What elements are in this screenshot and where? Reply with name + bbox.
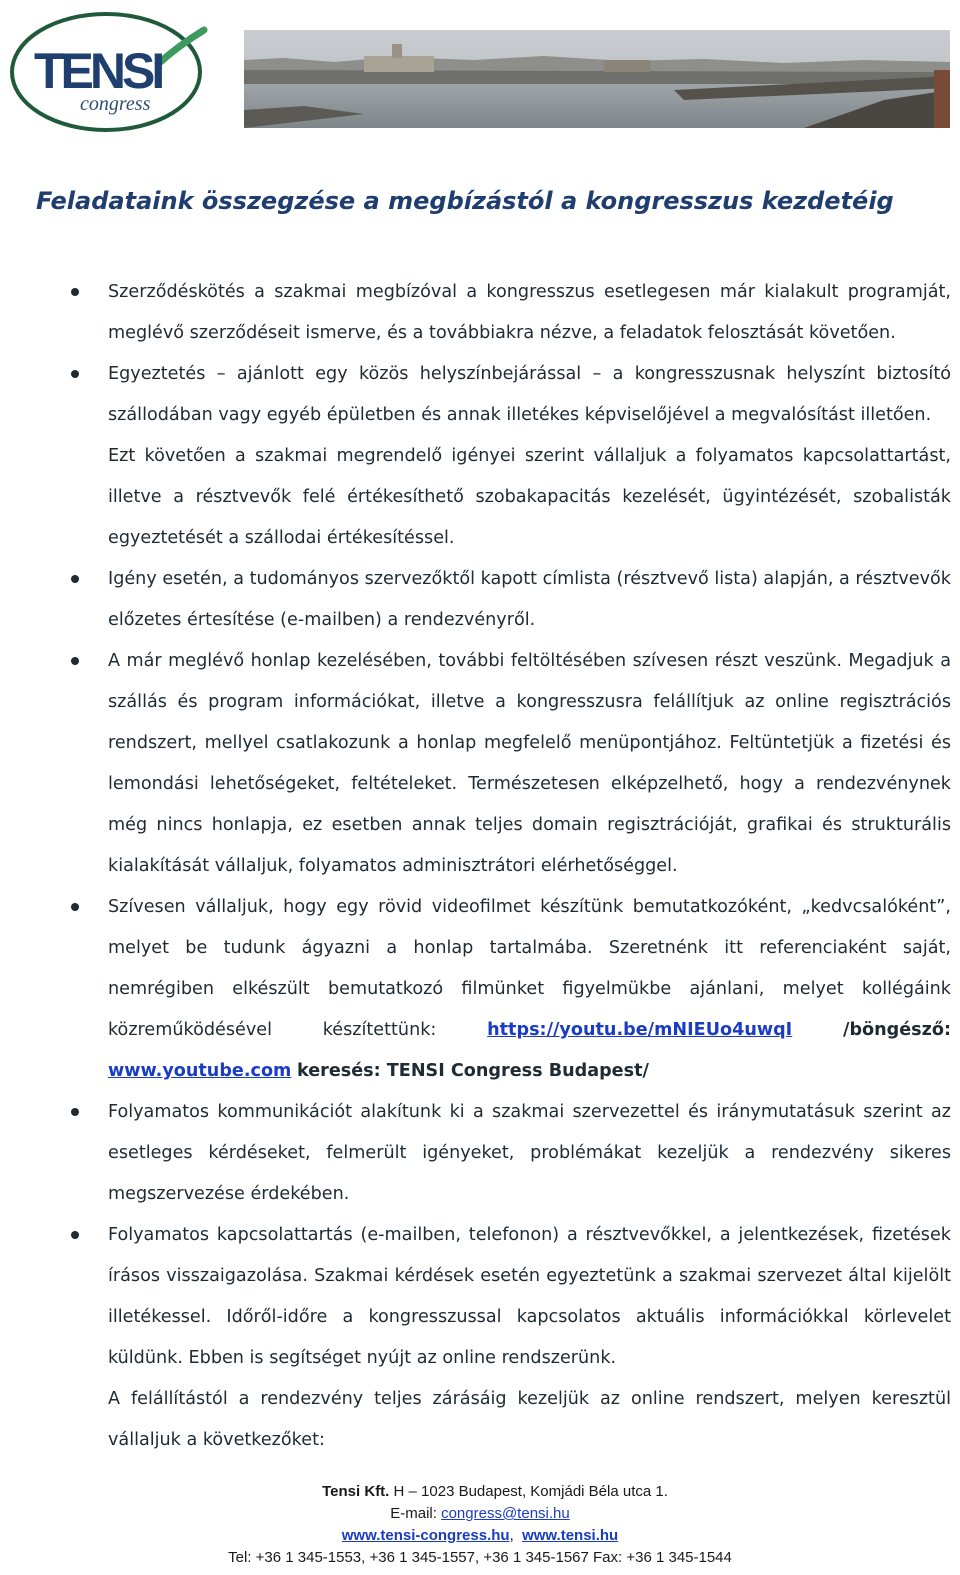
email-label: E-mail:	[390, 1505, 437, 1522]
browser-label: /böngésző:	[843, 1020, 952, 1040]
footer-websites-line	[0, 1525, 960, 1547]
list-item: Igény esetén, a tudományos szervezőktől kapott címlista (résztvevő lista) alapján, a résztvevők előzetes értesítése (e-mailben) a rendezvényről.	[108, 559, 951, 641]
search-hint: keresés: TENSI Congress Budapest/	[297, 1061, 649, 1081]
email-link[interactable]: congress@tensi.hu	[441, 1505, 570, 1522]
video-link[interactable]: https://youtu.be/mNIEUo4uwqI	[487, 1020, 793, 1040]
list-item: A már meglévő honlap kezelésében, további feltöltésében szívesen részt veszünk. Megadjuk a szállás és program információkat, illetve a kongresszusra felállítjuk az online regisztrációs rendszert, mellyel csatlakozunk a honlap megfelelő menüpontjához. Feltüntetjük a fizetési és lemondási lehetőségeket, feltételeket. Természetesen elképzelhető, hogy a rendezvénynek még nincs honlapja, ez esetben annak teljes domain regisztrációját, grafikai és strukturális kialakítását vállaljuk, folyamatos adminisztrátori elérhetőséggel.	[108, 641, 951, 887]
footer-phone-line: Tel: +36 1 345-1553, +36 1 345-1557, +36 1 345-1567 Fax: +36 1 345-1544	[228, 1549, 732, 1566]
budapest-panorama-image	[244, 30, 950, 128]
logo-wordmark: TENSI	[34, 43, 162, 99]
company-name: Tensi Kft.	[322, 1483, 390, 1500]
list-item: Folyamatos kommunikációt alakítunk ki a szakmai szervezettel és iránymutatásuk szerint az esetleges kérdéseket, felmerült igényeket, problémákat kezeljük a rendezvény sikeres megszervezése érdekében.	[108, 1092, 951, 1215]
task-list	[108, 272, 951, 1461]
footer-address-line	[0, 1481, 960, 1503]
logo-subtitle: congress	[80, 93, 151, 115]
list-item: Folyamatos kapcsolattartás (e-mailben, telefonon) a résztvevőkkel, a jelentkezések, fizetések írásos visszaigazolása. Szakmai kérdések esetén egyeztetünk a szakmai szervezet által kijelölt illetékessel. Időről-időre a kongresszussal kapcsolatos aktuális információkkal körlevelet küldünk. Ebben is segítséget nyújt az online rendszerünk.	[108, 1215, 951, 1379]
list-item: Egyeztetés – ajánlott egy közös helyszínbejárással – a kongresszusnak helyszínt biztosító szállodában vagy egyéb épületben és annak illetékes képviselőjével a megvalósítást illetően.	[108, 354, 951, 436]
website-link-congress[interactable]: www.tensi-congress.hu	[341, 1527, 510, 1544]
list-item: Szerződéskötés a szakmai megbízóval a kongresszus esetlegesen már kialakult programját, meglévő szerződéseit ismerve, és a továbbiakra nézve, a feladatok felosztását követően.	[108, 272, 951, 354]
list-item-continuation: Ezt követően a szakmai megrendelő igényei szerint vállaljuk a folyamatos kapcsolattartást, illetve a résztvevők felé értékesíthető szobakapacitás kezelését, ügyintézését, szobalisták egyeztetését a szállodai értékesítéssel.	[108, 446, 951, 548]
list-item-continuation: A felállítástól a rendezvény teljes zárásáig kezeljük az online rendszert, melyen keresztül vállaljuk a következőket:	[108, 1389, 951, 1450]
youtube-link[interactable]: www.youtube.com	[108, 1061, 292, 1081]
list-item-video: Szívesen vállaljuk, hogy egy rövid videofilmet készítünk bemutatkozóként, „kedvcsalóként”, melyet be tudunk ágyazni a honlap tartalmába. Szeretnénk itt referenciaként saját, nemrégiben elkészült bemutatkozó filmünket figyelmükbe ajánlani, melyet kollégáink közreműködésével készítettünk: https://youtu.be/mNIEUo4uwqI /böngésző: www.youtube.com keresés: TENSI Congress Budapest/	[108, 887, 951, 1092]
website-link-tensi[interactable]: www.tensi.hu	[522, 1527, 619, 1544]
footer	[0, 1481, 960, 1569]
website-separator: ,	[509, 1527, 514, 1544]
page-title: Feladataink összegzése a megbízástól a kongresszus kezdetéig	[36, 187, 894, 215]
footer-email-line	[0, 1503, 960, 1525]
tensi-logo	[8, 6, 208, 134]
company-address: H – 1023 Budapest, Komjádi Béla utca 1.	[393, 1483, 668, 1500]
